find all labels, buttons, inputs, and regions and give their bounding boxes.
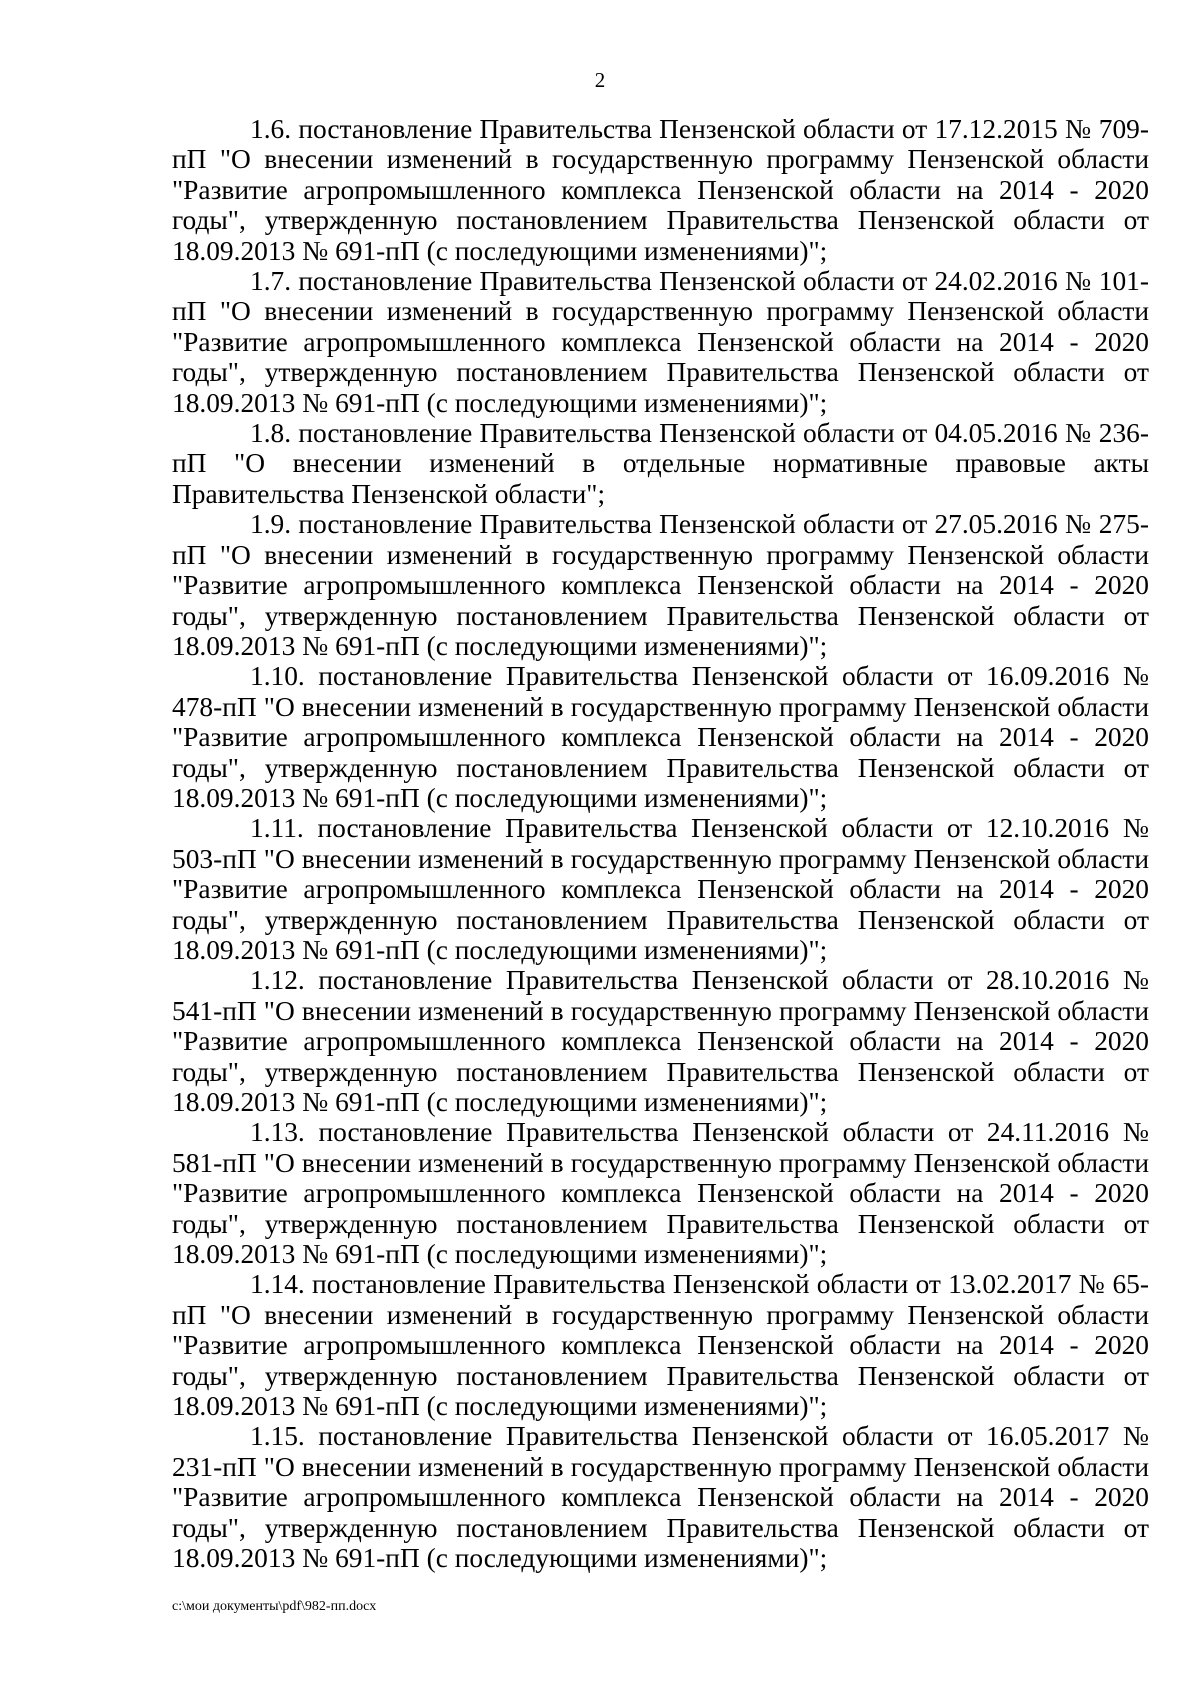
footer-file-path: c:\мои документы\pdf\982-пп.docx <box>172 1599 377 1614</box>
list-item: 1.15. постановление Правительства Пензенской области от 16.05.2017 № 231-пП "О внесении изменений в государственную программу Пензенской области "Развитие агропромышленного комплекса Пензенской области на 2014 - 2020 годы", утвержденную постановлением Правительства Пензенской области от 18.09.2013 № 691-пП (с последующими изменениями)"; <box>172 1421 1149 1574</box>
list-item: 1.6. постановление Правительства Пензенской области от 17.12.2015 № 709-пП "О внесении изменений в государственную программу Пензенской области "Развитие агропромышленного комплекса Пензенской области на 2014 - 2020 годы", утвержденную постановлением Правительства Пензенской области от 18.09.2013 № 691-пП (с последующими изменениями)"; <box>172 114 1149 266</box>
list-item: 1.13. постановление Правительства Пензенской области от 24.11.2016 № 581-пП "О внесении изменений в государственную программу Пензенской области "Развитие агропромышленного комплекса Пензенской области на 2014 - 2020 годы", утвержденную постановлением Правительства Пензенской области от 18.09.2013 № 691-пП (с последующими изменениями)"; <box>172 1117 1149 1270</box>
page-number: 2 <box>594 68 606 92</box>
document-body <box>172 114 1149 1574</box>
list-item: 1.14. постановление Правительства Пензенской области от 13.02.2017 № 65-пП "О внесении изменений в государственную программу Пензенской области "Развитие агропромышленного комплекса Пензенской области на 2014 - 2020 годы", утвержденную постановлением Правительства Пензенской области от 18.09.2013 № 691-пП (с последующими изменениями)"; <box>172 1269 1149 1422</box>
list-item: 1.7. постановление Правительства Пензенской области от 24.02.2016 № 101-пП "О внесении изменений в государственную программу Пензенской области "Развитие агропромышленного комплекса Пензенской области на 2014 - 2020 годы", утвержденную постановлением Правительства Пензенской области от 18.09.2013 № 691-пП (с последующими изменениями)"; <box>172 266 1149 418</box>
list-item: 1.9. постановление Правительства Пензенской области от 27.05.2016 № 275-пП "О внесении изменений в государственную программу Пензенской области "Развитие агропромышленного комплекса Пензенской области на 2014 - 2020 годы", утвержденную постановлением Правительства Пензенской области от 18.09.2013 № 691-пП (с последующими изменениями)"; <box>172 509 1149 661</box>
list-item: 1.11. постановление Правительства Пензенской области от 12.10.2016 № 503-пП "О внесении изменений в государственную программу Пензенской области "Развитие агропромышленного комплекса Пензенской области на 2014 - 2020 годы", утвержденную постановлением Правительства Пензенской области от 18.09.2013 № 691-пП (с последующими изменениями)"; <box>172 813 1149 965</box>
list-item: 1.12. постановление Правительства Пензенской области от 28.10.2016 № 541-пП "О внесении изменений в государственную программу Пензенской области "Развитие агропромышленного комплекса Пензенской области на 2014 - 2020 годы", утвержденную постановлением Правительства Пензенской области от 18.09.2013 № 691-пП (с последующими изменениями)"; <box>172 965 1149 1117</box>
list-item: 1.8. постановление Правительства Пензенской области от 04.05.2016 № 236-пП "О внесении изменений в отдельные нормативные правовые акты Правительства Пензенской области"; <box>172 418 1149 509</box>
list-item: 1.10. постановление Правительства Пензенской области от 16.09.2016 № 478-пП "О внесении изменений в государственную программу Пензенской области "Развитие агропромышленного комплекса Пензенской области на 2014 - 2020 годы", утвержденную постановлением Правительства Пензенской области от 18.09.2013 № 691-пП (с последующими изменениями)"; <box>172 661 1149 813</box>
